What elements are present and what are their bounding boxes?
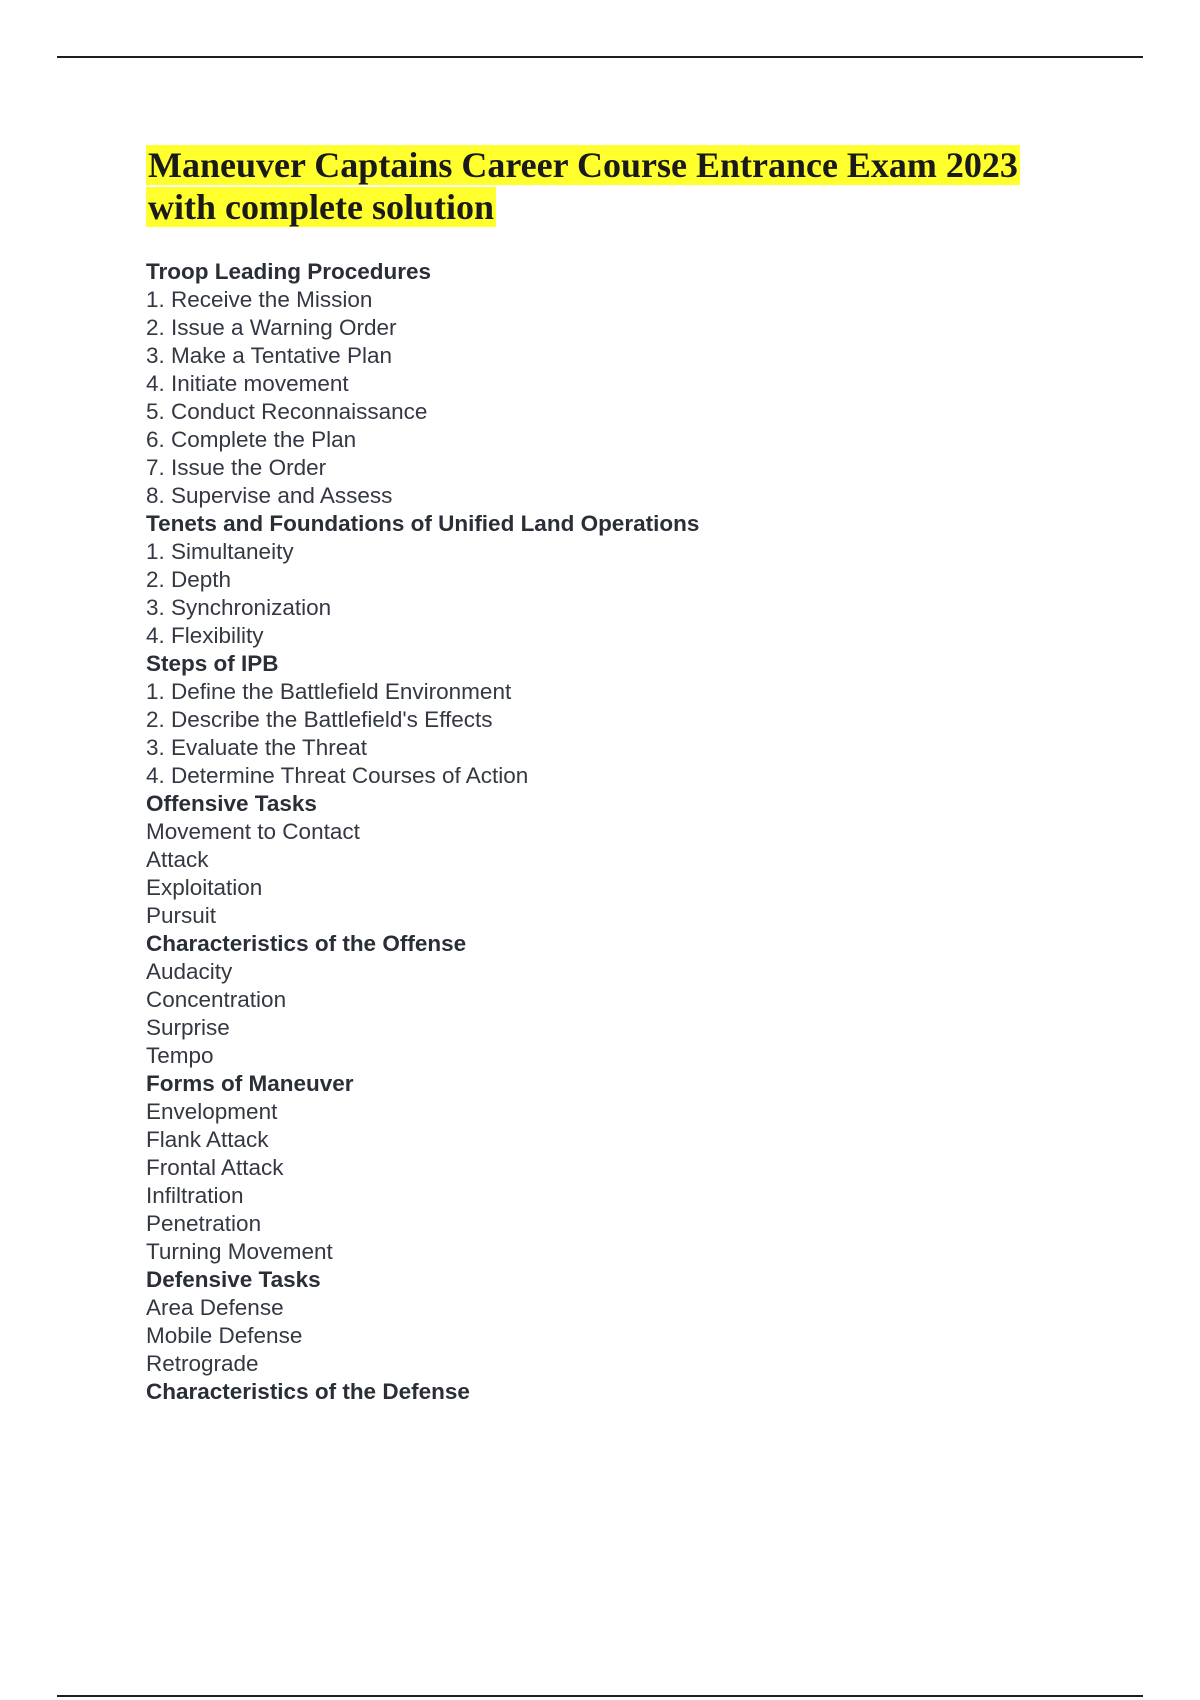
section-heading: Forms of Maneuver [146, 1071, 354, 1096]
section-heading: Offensive Tasks [146, 791, 317, 816]
section [146, 650, 1046, 790]
list-item: 1. Define the Battlefield Environment [146, 679, 512, 704]
list-item: 6. Complete the Plan [146, 427, 357, 452]
list-item: Tempo [146, 1043, 214, 1068]
section-heading: Tenets and Foundations of Unified Land Operations [146, 511, 700, 536]
list-item: Surprise [146, 1015, 230, 1040]
section-heading: Characteristics of the Offense [146, 931, 467, 956]
section [146, 1070, 1046, 1266]
list-item: Movement to Contact [146, 819, 360, 844]
list-item: 3. Make a Tentative Plan [146, 343, 392, 368]
section [146, 1266, 1046, 1378]
section [146, 510, 1046, 650]
list-item: Concentration [146, 987, 287, 1012]
list-item: 1. Receive the Mission [146, 287, 373, 312]
list-item: 3. Synchronization [146, 595, 332, 620]
title-highlight [146, 145, 1020, 227]
list-item: Pursuit [146, 903, 217, 928]
header-rule [57, 56, 1143, 58]
list-item: 5. Conduct Reconnaissance [146, 399, 428, 424]
list-item: Frontal Attack [146, 1155, 284, 1180]
list-item: 3. Evaluate the Threat [146, 735, 367, 760]
list-item: 4. Flexibility [146, 623, 264, 648]
section [146, 790, 1046, 930]
list-item: Turning Movement [146, 1239, 333, 1264]
list-item: 4. Determine Threat Courses of Action [146, 763, 529, 788]
title-line-1: Maneuver Captains Career Course Entrance Exam 2023 [148, 145, 1018, 185]
list-item: Penetration [146, 1211, 262, 1236]
page-title [146, 144, 1086, 228]
list-item: Flank Attack [146, 1127, 269, 1152]
section-heading: Steps of IPB [146, 651, 279, 676]
list-item: Attack [146, 847, 209, 872]
section-heading: Defensive Tasks [146, 1267, 321, 1292]
section [146, 258, 1046, 510]
list-item: 4. Initiate movement [146, 371, 349, 396]
list-item: Exploitation [146, 875, 263, 900]
list-item: 8. Supervise and Assess [146, 483, 393, 508]
list-item: 2. Describe the Battlefield's Effects [146, 707, 493, 732]
list-item: 7. Issue the Order [146, 455, 327, 480]
list-item: Audacity [146, 959, 233, 984]
list-item: Mobile Defense [146, 1323, 303, 1348]
document-body [146, 258, 1046, 1406]
list-item: 1. Simultaneity [146, 539, 294, 564]
section [146, 1378, 1046, 1406]
list-item: 2. Issue a Warning Order [146, 315, 397, 340]
title-line-2: with complete solution [148, 187, 494, 227]
footer-rule [57, 1695, 1143, 1697]
section [146, 930, 1046, 1070]
section-heading: Troop Leading Procedures [146, 259, 432, 284]
list-item: Envelopment [146, 1099, 278, 1124]
list-item: Area Defense [146, 1295, 284, 1320]
list-item: Retrograde [146, 1351, 259, 1376]
section-heading: Characteristics of the Defense [146, 1379, 470, 1404]
list-item: Infiltration [146, 1183, 244, 1208]
list-item: 2. Depth [146, 567, 232, 592]
